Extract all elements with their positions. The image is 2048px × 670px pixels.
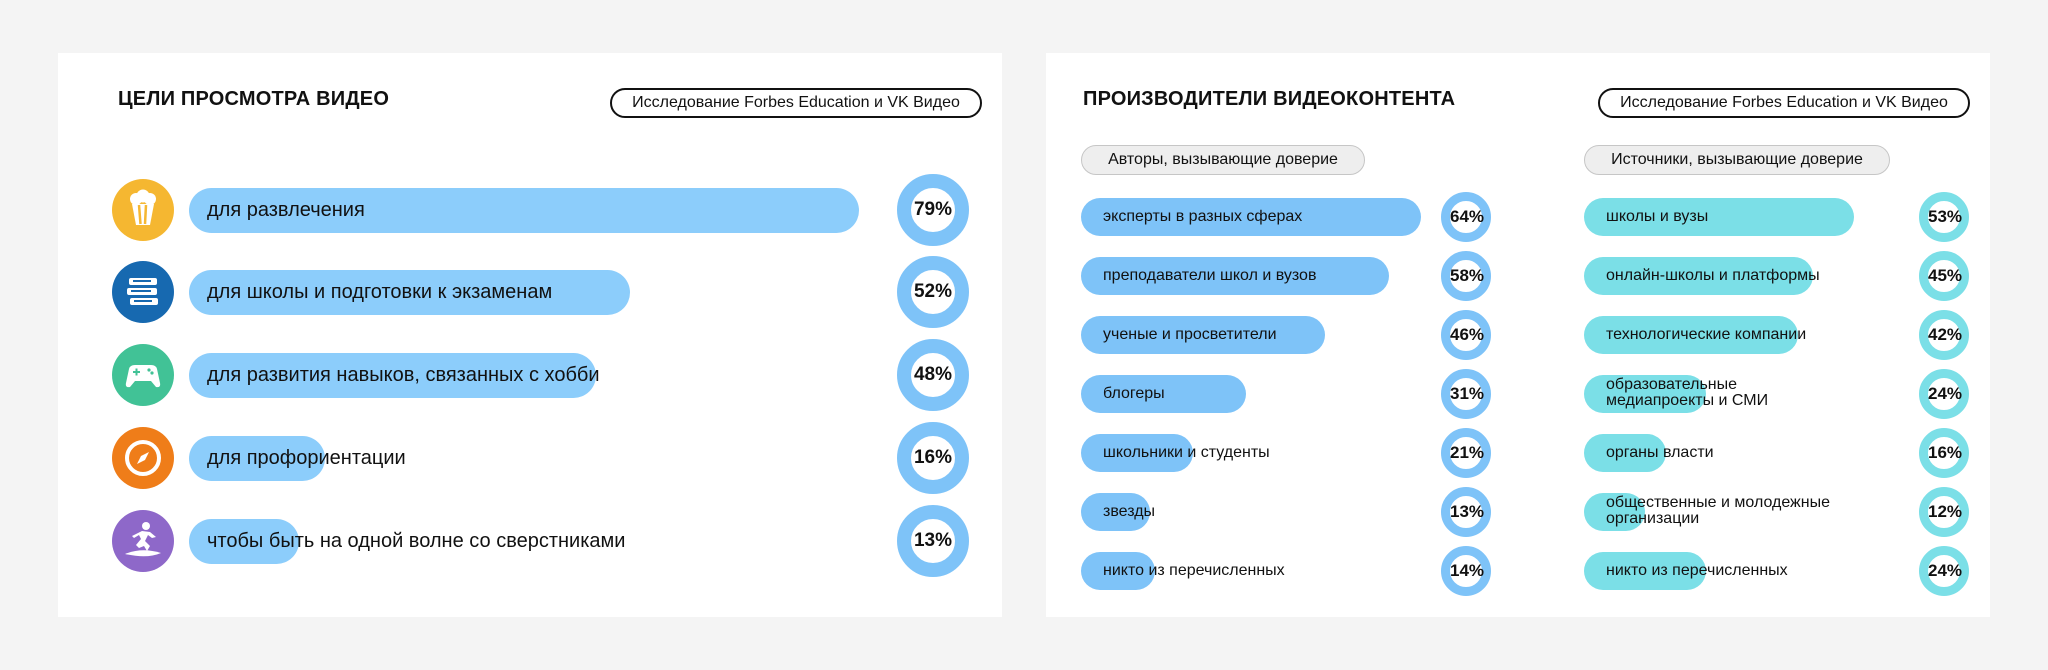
bar-label: ученые и просветители xyxy=(1103,326,1277,343)
value-ring: 45% xyxy=(1919,251,1969,301)
bar-label: школьники и студенты xyxy=(1103,444,1270,461)
bar-label: для профориентации xyxy=(207,447,406,469)
books-icon-glyph xyxy=(112,261,174,323)
bar-label: онлайн-школы и платформы xyxy=(1606,267,1820,284)
bar-label: технологические компании xyxy=(1606,326,1807,343)
value-ring: 53% xyxy=(1919,192,1969,242)
value-ring: 48% xyxy=(897,339,969,411)
bar-label: никто из перечисленных xyxy=(1103,562,1285,579)
value-ring: 12% xyxy=(1919,487,1969,537)
producers-title: ПРОИЗВОДИТЕЛИ ВИДЕОКОНТЕНТА xyxy=(1083,88,1456,110)
value-ring: 16% xyxy=(897,422,969,494)
value-ring: 79% xyxy=(897,174,969,246)
bar-label: образовательные медиапроекты и СМИ xyxy=(1606,376,1769,409)
books-icon xyxy=(112,261,174,323)
value-ring: 16% xyxy=(1919,428,1969,478)
value-ring: 42% xyxy=(1919,310,1969,360)
popcorn-icon-glyph xyxy=(112,179,174,241)
surfer-icon-glyph xyxy=(112,510,174,572)
value-ring: 13% xyxy=(897,505,969,577)
bar-label: преподаватели школ и вузов xyxy=(1103,267,1317,284)
bar-label: никто из перечисленных xyxy=(1606,562,1788,579)
value-ring: 13% xyxy=(1441,487,1491,537)
producers-source-badge: Исследование Forbes Education и VK Видео xyxy=(1598,88,1970,118)
authors-group-badge: Авторы, вызывающие доверие xyxy=(1081,145,1365,175)
bar-label: школы и вузы xyxy=(1606,208,1709,225)
value-ring: 21% xyxy=(1441,428,1491,478)
bar-label: органы власти xyxy=(1606,444,1714,461)
gamepad-icon xyxy=(112,344,174,406)
bar-label: звезды xyxy=(1103,503,1156,520)
value-ring: 52% xyxy=(897,256,969,328)
value-ring: 64% xyxy=(1441,192,1491,242)
value-ring: 31% xyxy=(1441,369,1491,419)
compass-icon-glyph xyxy=(112,427,174,489)
popcorn-icon xyxy=(112,179,174,241)
value-ring: 14% xyxy=(1441,546,1491,596)
bar-label: для развития навыков, связанных с хобби xyxy=(207,364,600,386)
goals-source-badge: Исследование Forbes Education и VK Видео xyxy=(610,88,982,118)
value-ring: 46% xyxy=(1441,310,1491,360)
surfer-icon xyxy=(112,510,174,572)
bar-label: эксперты в разных сферах xyxy=(1103,208,1303,225)
compass-icon xyxy=(112,427,174,489)
bar-label: для школы и подготовки к экзаменам xyxy=(207,281,553,303)
gamepad-icon-glyph xyxy=(112,344,174,406)
value-ring: 58% xyxy=(1441,251,1491,301)
sources-group-badge: Источники, вызывающие доверие xyxy=(1584,145,1890,175)
value-ring: 24% xyxy=(1919,369,1969,419)
bar-label: чтобы быть на одной волне со сверстниками xyxy=(207,530,626,552)
goals-title: ЦЕЛИ ПРОСМОТРА ВИДЕО xyxy=(118,88,390,110)
bar-label: общественные и молодежные организации xyxy=(1606,494,1830,527)
value-ring: 24% xyxy=(1919,546,1969,596)
bar-label: блогеры xyxy=(1103,385,1165,402)
bar-label: для развлечения xyxy=(207,199,365,221)
